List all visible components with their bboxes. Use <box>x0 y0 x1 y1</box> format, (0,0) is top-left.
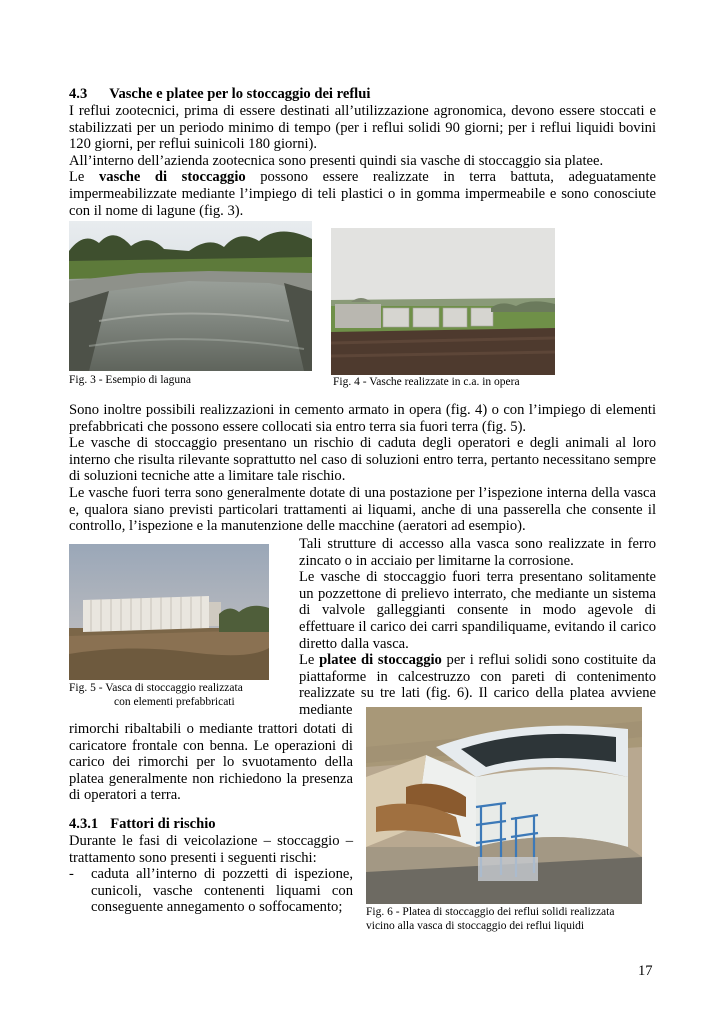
figure-4-photo <box>331 228 555 375</box>
text-run: Le <box>299 652 315 669</box>
section-title: Vasche e platee per lo stoccaggio dei reflui <box>109 86 371 102</box>
paragraph: Le vasche di stoccaggio fuori terra presentano solitamente un pozzettone di prelievo interrato, che mediante un sistema di valvole galleggianti consente in modo agevole di effettuare il carico dei carri spandiliquame, evitando il carico diretto dalla vasca. <box>299 569 656 652</box>
paragraph: Tali strutture di accesso alla vasca sono realizzate in ferro zincato o in acciaio per limitarne la corrosione. <box>299 536 656 569</box>
paragraph-continuation: rimorchi ribaltabili o mediante trattori dotati di caricatore frontale con benna. Le operazioni di carico dei rimorchi per lo svuotamento della platea generalmente non richiedono la presenza di operatori a terra. <box>69 721 353 804</box>
figure-5-caption <box>69 682 279 709</box>
paragraph <box>299 652 656 702</box>
paragraph: Durante le fasi di veicolazione – stoccaggio – trattamento sono presenti i seguenti rischi: <box>69 833 353 866</box>
paragraph: Le vasche fuori terra sono generalmente dotate di una postazione per l’ispezione interna della vasca e, qualora siano previsti particolari trattamenti ai liquami, anche di una passerella che consente il controllo, l’ispezione e la manutenzione delle macchine (aeratori ad esempio). <box>69 484 656 535</box>
text-run: Le <box>69 169 85 186</box>
paragraph-continuation: mediante <box>299 701 353 718</box>
figure-6-photo <box>366 707 642 904</box>
paragraph: I reflui zootecnici, prima di essere destinati all’utilizzazione agronomica, devono essere stoccati e stabilizzati per un periodo minimo di tempo (per i reflui solidi 90 giorni; per i reflui liquidi bovini 120 giorni, per reflui suinicoli 180 giorni). <box>69 103 656 153</box>
paragraph <box>69 169 656 219</box>
caption-line: con elementi prefabbricati <box>114 695 235 708</box>
paragraph: Sono inoltre possibili realizzazioni in cemento armato in opera (fig. 4) o con l’impiego di elementi prefabbricati che possono essere collocati sia entro terra sia fuori terra (fig. 5). <box>69 402 656 435</box>
body-block <box>69 402 656 535</box>
section-heading <box>69 86 659 103</box>
text-run: possono essere realizzate in terra battuta, adeguatamente impermeabilizzate mediante l’impiego di teli plastici o in gomma impermeabile e sono conosciute con il nome di lagune (fig. 3). <box>69 169 656 219</box>
subsection-number: 4.3.1 <box>69 816 99 832</box>
figure-6-caption <box>366 906 656 933</box>
bold-term: vasche di stoccaggio <box>98 169 246 186</box>
figure-3-photo <box>69 221 312 371</box>
caption-line: Fig. 6 - Platea di stoccaggio dei reflui solidi realizzata <box>366 906 615 918</box>
list-item-text: caduta all’interno di pozzetti di ispezione, cunicoli, vasche contenenti liquami con conseguente annegamento o soffocamento; <box>91 866 353 916</box>
text-run: per i reflui solidi sono costituite da piattaforme in calcestruzzo con pareti di contenimento realizzate su tre lati (fig. 6). Il carico della platea avviene <box>299 652 656 702</box>
subsection-heading <box>69 816 216 833</box>
paragraph: All’interno dell’azienda zootecnica sono presenti quindi sia vasche di stoccaggio sia platee. <box>69 152 604 169</box>
intro-block <box>69 103 656 219</box>
list-item <box>69 866 353 916</box>
figure-5-photo <box>69 544 269 680</box>
left-column-block <box>69 721 353 804</box>
list-bullet: - <box>69 866 74 883</box>
right-column-block <box>299 536 656 719</box>
bold-term: platee di stoccaggio <box>319 652 442 669</box>
figure-4-caption: Fig. 4 - Vasche realizzate in c.a. in opera <box>333 376 520 388</box>
page-number: 17 <box>638 963 653 979</box>
paragraph: Le vasche di stoccaggio presentano un rischio di caduta degli operatori e degli animali al loro interno che risulta rilevante soprattutto nel caso di soluzioni entro terra, pertanto necessitano sempre di soluzioni tecniche atte a limitare tale rischio. <box>69 435 656 485</box>
subsection-title: Fattori di rischio <box>110 816 216 832</box>
figure-3-caption: Fig. 3 - Esempio di laguna <box>69 374 192 386</box>
caption-line: vicino alla vasca di stoccaggio dei reflui liquidi <box>366 919 585 932</box>
caption-line: Fig. 5 - Vasca di stoccaggio realizzata <box>69 682 243 694</box>
section-number: 4.3 <box>69 86 88 102</box>
subsection-block <box>69 833 353 916</box>
